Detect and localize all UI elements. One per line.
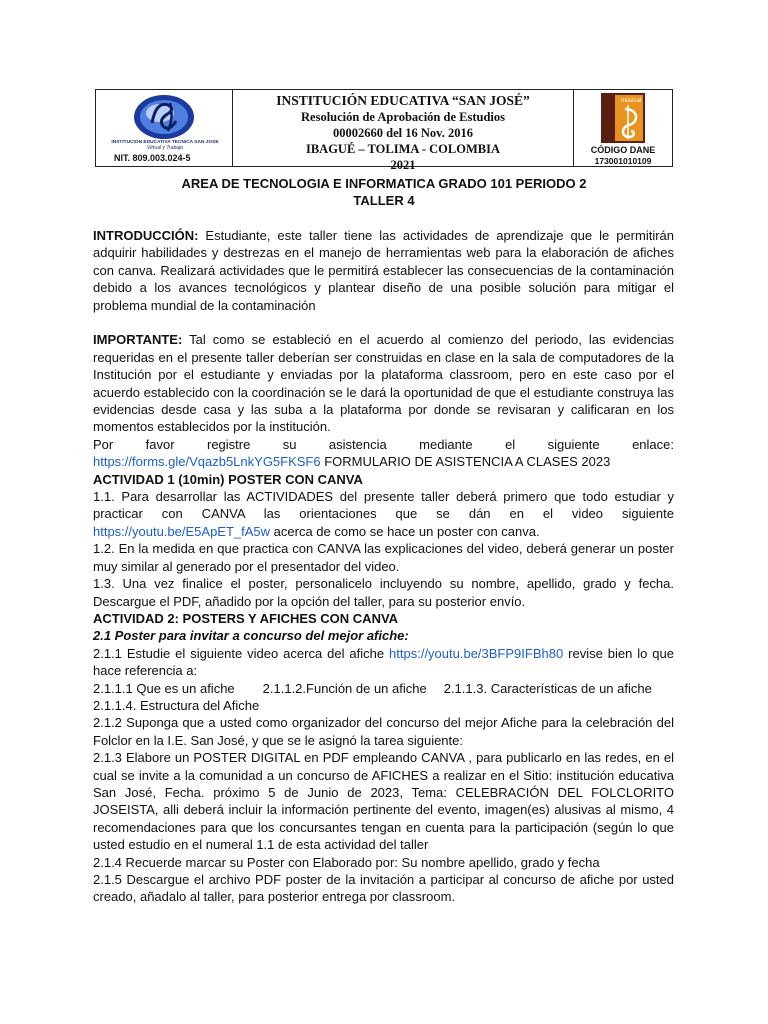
attendance-line bbox=[93, 436, 674, 453]
dane-code: 173001010109 bbox=[594, 156, 652, 166]
activity1-step3: 1.3. Una vez finalice el poster, personalicelo incluyendo su nombre, apellido, grado y fecha. Descargue el PDF, añadido por la opción del taller, para su posterior envío. bbox=[93, 576, 674, 609]
activity1-heading: ACTIVIDAD 1 (10min) POSTER CON CANVA bbox=[93, 471, 363, 487]
introduction-text: Estudiante, este taller tiene las actividades de aprendizaje que le permitirán adquirir habilidades y destrezas en el manejo de herramientas web para la elaboración de afiches con canva. Realizará actividades que le permitirá establecer las consecuencias de la contaminación debido a los avances tecnológicos y plantear diseño de una posible solución para mitigar el problema mundial de la contaminación bbox=[93, 228, 674, 313]
dane-cell bbox=[574, 90, 672, 166]
dane-label: CÓDIGO DANE bbox=[590, 145, 656, 155]
attendance-link-line bbox=[93, 453, 674, 470]
workshop-title: TALLER 4 bbox=[353, 193, 415, 208]
activity2-step213: 2.1.3 Elabore un POSTER DIGITAL en PDF empleando CANVA , para publicarlo en las redes, en el cual se invite a la comunidad a un concurso de AFICHES a realizar en el Sitio: institución educativa San José, Fecha. próximo 5 de Junio de 2023, Tema: CELEBRACIÓN DEL FOLCLORITO JOSEISTA, alli deberá incluir la información pertinente del evento, imagen(es) alusivas al mismo, 4 recomendaciones para que los concursantes tengan en cuenta para la participación (según lo que usted estudio en el numeral 1.1 de esta actividad del taller bbox=[93, 750, 674, 853]
logo-cell bbox=[96, 90, 233, 166]
subtopic-list bbox=[93, 680, 674, 697]
nit-number: NIT. 809.003.024-5 bbox=[114, 153, 191, 163]
document-body bbox=[93, 227, 674, 906]
activity2-heading: ACTIVIDAD 2: POSTERS Y AFICHES CON CANVA bbox=[93, 610, 399, 626]
activity1-step1 bbox=[93, 488, 674, 540]
activity2-step211 bbox=[93, 645, 674, 680]
resolution: Resolución de Aprobación de Estudios bbox=[301, 110, 505, 124]
activity2-step212: 2.1.2 Suponga que a usted como organizador del concurso del mejor Afiche para la celebración del Folclor en la I.E. San José, y que se le asignó la tarea siguiente: bbox=[93, 715, 674, 748]
institution-info bbox=[233, 90, 574, 172]
important-paragraph bbox=[93, 331, 674, 435]
activity2-step215: 2.1.5 Descargue el archivo PDF poster de la invitación a participar al concurso de afiche por usted creado, añadalo al taller, para posterior entrega por classroom. bbox=[93, 872, 674, 905]
activity2-subheading: 2.1 Poster para invitar a concurso del mejor afiche: bbox=[93, 628, 409, 644]
music-logo-icon bbox=[601, 93, 645, 143]
attendance-word: registre bbox=[206, 436, 251, 452]
subtopic-item: 2.1.1.2.Función de un afiche bbox=[262, 680, 427, 696]
location: IBAGUÉ – TOLIMA - COLOMBIA bbox=[305, 142, 500, 156]
activity1-step2: 1.2. En la medida en que practica con CANVA las explicaciones del video, deberá generar un poster muy similar al generado por el presentador del video. bbox=[93, 541, 674, 574]
activity1-step1-text: 1.1. Para desarrollar las ACTIVIDADES del presente taller deberá primero que todo estudiar y practicar con CANVA las orientaciones que se dán en el video siguiente bbox=[93, 489, 674, 522]
attendance-word: asistencia bbox=[328, 436, 387, 452]
attendance-form-link[interactable]: https://forms.gle/Vqazb5LnkYG5FKSF6 bbox=[93, 454, 321, 470]
attendance-word: Por bbox=[93, 436, 114, 452]
introduction-paragraph bbox=[93, 227, 674, 314]
resolution-number: 00002660 del 16 Nov. 2016 bbox=[333, 126, 473, 140]
afiche-video-link[interactable]: https://youtu.be/3BFP9IFBh80 bbox=[389, 645, 564, 661]
introduction-label: INTRODUCCIÓN: bbox=[93, 228, 199, 243]
important-text: Tal como se estableció en el acuerdo al comienzo del periodo, las evidencias requeridas en el presente taller deberían ser construidas en clase en la sala de computadores de la Institución por el estudiante y enviadas por la plataforma classroom, pero en este caso por el acuerdo establecido con la coordinación se le dará la oportunidad de que el estudiante construya las evidencias desde casa y las suba a la plataforma por donde se revisaran y calificaran en los momentos establecidos por la institución. bbox=[93, 332, 674, 435]
logo-subtext: Virtual y Trabajo bbox=[147, 145, 183, 151]
attendance-word: el bbox=[505, 436, 516, 452]
attendance-form-label: FORMULARIO DE ASISTENCIA A CLASES 2023 bbox=[320, 454, 611, 470]
canva-video-link[interactable]: https://youtu.be/E5ApET_fA5w bbox=[93, 523, 271, 539]
area-title: AREA DE TECNOLOGIA E INFORMATICA GRADO 101 PERIODO 2 bbox=[181, 176, 587, 191]
svg-text:musical: musical bbox=[620, 98, 642, 104]
activity2-step214: 2.1.4 Recuerde marcar su Poster con Elaborado por: Su nombre apellido, grado y fecha bbox=[93, 854, 600, 870]
subtopic-item: 2.1.1.1 Que es un afiche bbox=[93, 680, 235, 696]
activity2-step211-after: revise bien lo que hace referencia a: bbox=[93, 645, 674, 679]
attendance-word: favor bbox=[145, 436, 175, 452]
header-table bbox=[95, 89, 673, 172]
year: 2021 bbox=[390, 158, 416, 172]
subtopic-item: 2.1.1.4. Estructura del Afiche bbox=[93, 697, 260, 713]
school-logo-icon bbox=[132, 93, 196, 141]
attendance-word: siguiente bbox=[547, 436, 600, 452]
important-label: IMPORTANTE: bbox=[93, 332, 183, 348]
attendance-word: mediante bbox=[419, 436, 473, 452]
activity2-step211-text: 2.1.1 Estudie el siguiente video acerca del afiche bbox=[93, 645, 390, 661]
logo-school-text: INSTITUCION EDUCATIVA TECNICA SAN JOSE bbox=[111, 140, 219, 145]
subtopic-item: 2.1.1.3. Características de un afiche bbox=[443, 680, 652, 696]
attendance-word: enlace: bbox=[632, 436, 674, 452]
activity1-step1-after: acerca de como se hace un poster con canva. bbox=[270, 523, 540, 539]
attendance-word: su bbox=[282, 436, 297, 452]
school-name: INSTITUCIÓN EDUCATIVA “SAN JOSÉ” bbox=[276, 93, 530, 108]
